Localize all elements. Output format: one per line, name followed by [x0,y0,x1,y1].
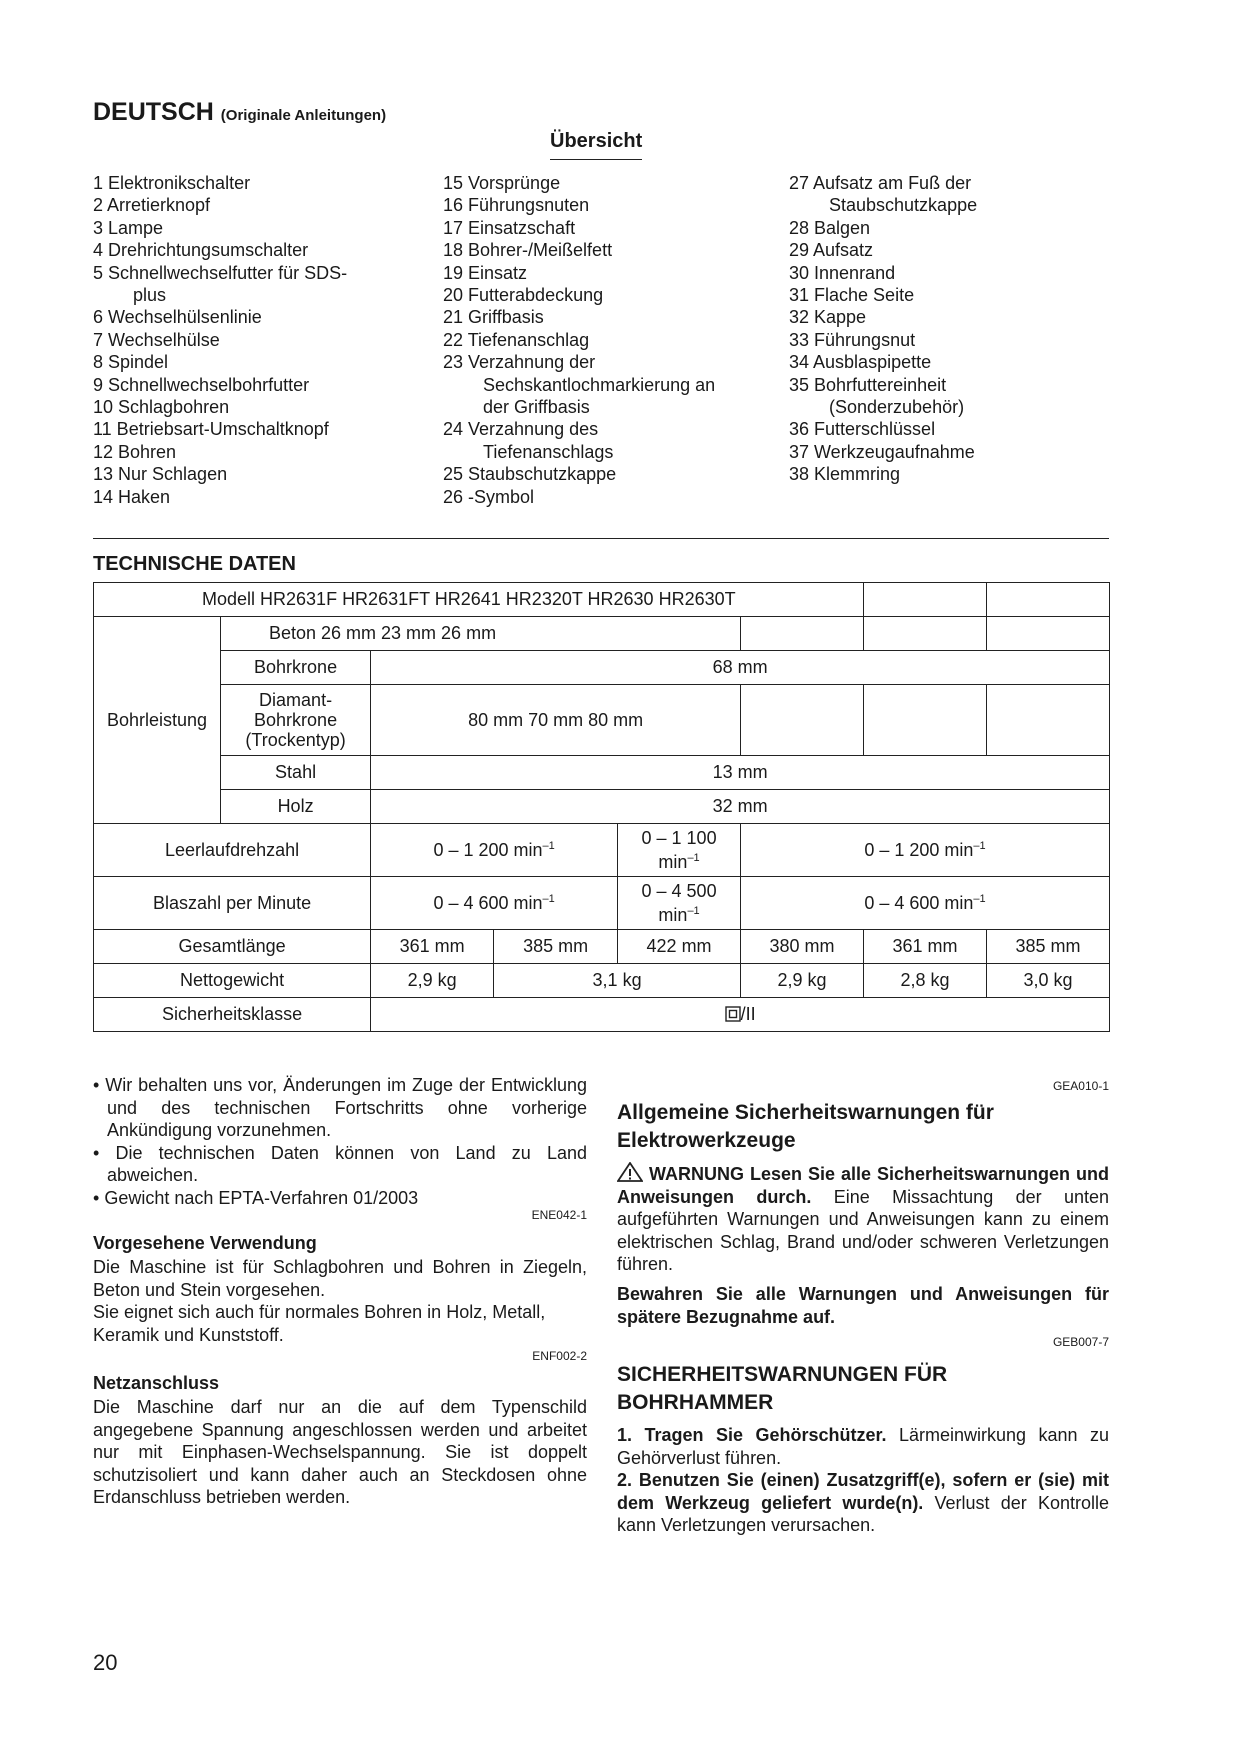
warning-text: WARNUNG Lesen Sie alle Sicherheitswarnungen und Anweisungen durch. Eine Missachtung der unten aufgeführten Warnungen und Anweisungen kann zu einem elektrischen Schlag, Brand und/oder schweren Verletzungen führen. [617,1164,1110,1274]
table-row: Blaszahl per Minute 0 – 4 600 $\min^{-1}$ 0 – 4 500 $\min^{-1}$ 0 – 4 600 $\min^{-1}$ [94,877,1110,930]
overview-col-2: 15 Vorsprünge 16 Führungsnuten 17 Einsatzschaft 18 Bohrer-/Meißelfett 19 Einsatz 20 Futterabdeckung 21 Griffbasis 22 Tiefenanschlag 23 Verzahnung der Sechskantlochmarkierung an der Griffbasis 24 Verzahnung des Tiefenanschlags 25 Staubschutzkappe 26 -Symbol [443,173,716,507]
list-item: • Gewicht nach EPTA-Verfahren 01/2003 [93,1187,419,1208]
beton-row: Beton 26 mm 23 mm 26 mm [220,617,740,651]
section-heading: Netzanschluss [93,1373,220,1393]
table-row: Leerlaufdrehzahl 0 – 1 200 $\min^{-1}$ 0 – 1 100 $\min^{-1}$ 0 – 1 200 $\min^{-1}$ [94,824,1110,877]
list-item: 2. Benutzen Sie (einen) Zusatzgriff(e), sofern er (sie) mit dem Werkzeug geliefert wurde(n). Verlust der Kontrolle kann Verletzungen verursachen. [617,1470,1109,1535]
section-text: Die Maschine ist für Schlagbohren und Bohren in Ziegeln, Beton und Stein vorgesehen. Sie eignet sich auch für normales Bohren in Holz, Metall, Keramik und Kunststoff. [93,1257,587,1345]
page-number: 20 [93,1650,118,1675]
table-row: Sicherheitsklasse /II [94,998,1110,1032]
tech-data-heading: TECHNISCHE DATEN [93,553,296,575]
section-divider [93,538,1109,539]
safety-list [617,1424,1109,1537]
model-row: Modell HR2631F HR2631FT HR2641 HR2320T HR2630 HR2630T [94,583,864,617]
bohrleistung-label: Bohrleistung [94,617,221,824]
overview-heading: Übersicht [550,130,642,160]
ref-code: GEB007-7 [1052,1335,1109,1349]
table-row: Bohrkrone 68 mm [94,651,1110,685]
section-heading: Allgemeine Sicherheitswarnungen für Elektrowerkzeuge [617,1101,994,1152]
ref-code: ENF002-2 [532,1349,587,1363]
section-heading: SICHERHEITSWARNUNGEN FÜR BOHRHAMMER [617,1363,948,1414]
table-row [94,617,1110,651]
table-row: Stahl 13 mm [94,756,1110,790]
overview-col-3: 27 Aufsatz am Fuß der Staubschutzkappe 28 Balgen 29 Aufsatz 30 Innenrand 31 Flache Seite 32 Kappe 33 Führungsnut 34 Ausblaspipette 35 Bohrfuttereinheit (Sonderzubehör) 36 Futterschlüssel 37 Werkzeugaufnahme 38 Klemmring [789,173,978,485]
subtitle: (Originale Anleitungen) [220,107,387,124]
list-item: 1. Tragen Sie Gehörschützer. Lärmeinwirkung kann zu Gehörverlust führen. [617,1425,1109,1468]
table-row [94,583,1110,617]
list-item: • Die technischen Daten können von Land zu Land abweichen. [93,1142,587,1185]
language-heading: DEUTSCH [93,98,214,126]
table-row: Gesamtlänge 361 mm 385 mm 422 mm 380 mm 361 mm 385 mm [94,930,1110,964]
tech-data-table [93,582,1110,1032]
page-title [93,98,386,127]
table-row: Diamant- Bohrkrone (Trockentyp) 80 mm 70 mm 80 mm [94,685,1110,756]
section-text: Die Maschine darf nur an die auf dem Typenschild angegebene Spannung angeschlossen werden und arbeitet nur mit Einphasen-Wechselspannung. Sie ist doppelt schutzisoliert und kann daher auch an Steckdosen ohne Erdanschluss betrieben werden. [93,1397,587,1507]
notes-list [93,1074,587,1209]
table-row: Holz 32 mm [94,790,1110,824]
ref-code: GEA010-1 [1052,1079,1109,1093]
keep-text: Bewahren Sie alle Warnungen und Anweisungen für spätere Bezugnahme auf. [617,1284,1109,1327]
list-item: • Wir behalten uns vor, Änderungen im Zuge der Entwicklung und des technischen Fortschritts ohne vorherige Ankündigung vorzunehmen. [93,1075,587,1140]
warning-icon [617,1162,643,1182]
ref-code: ENE042-1 [531,1208,587,1222]
overview-col-1: 1 Elektronikschalter 2 Arretierknopf 3 Lampe 4 Drehrichtungsumschalter 5 Schnellwechselfutter für SDS- plus 6 Wechselhülsenlinie 7 Wechselhülse 8 Spindel 9 Schnellwechselbohrfutter 10 Schlagbohren 11 Betriebsart-Umschaltknopf 12 Bohren 13 Nur Schlagen 14 Haken [93,173,348,507]
double-insulation-icon [725,1006,741,1022]
table-row: Nettogewicht 2,9 kg 3,1 kg 2,9 kg 2,8 kg 3,0 kg [94,964,1110,998]
section-heading: Vorgesehene Verwendung [93,1233,317,1253]
